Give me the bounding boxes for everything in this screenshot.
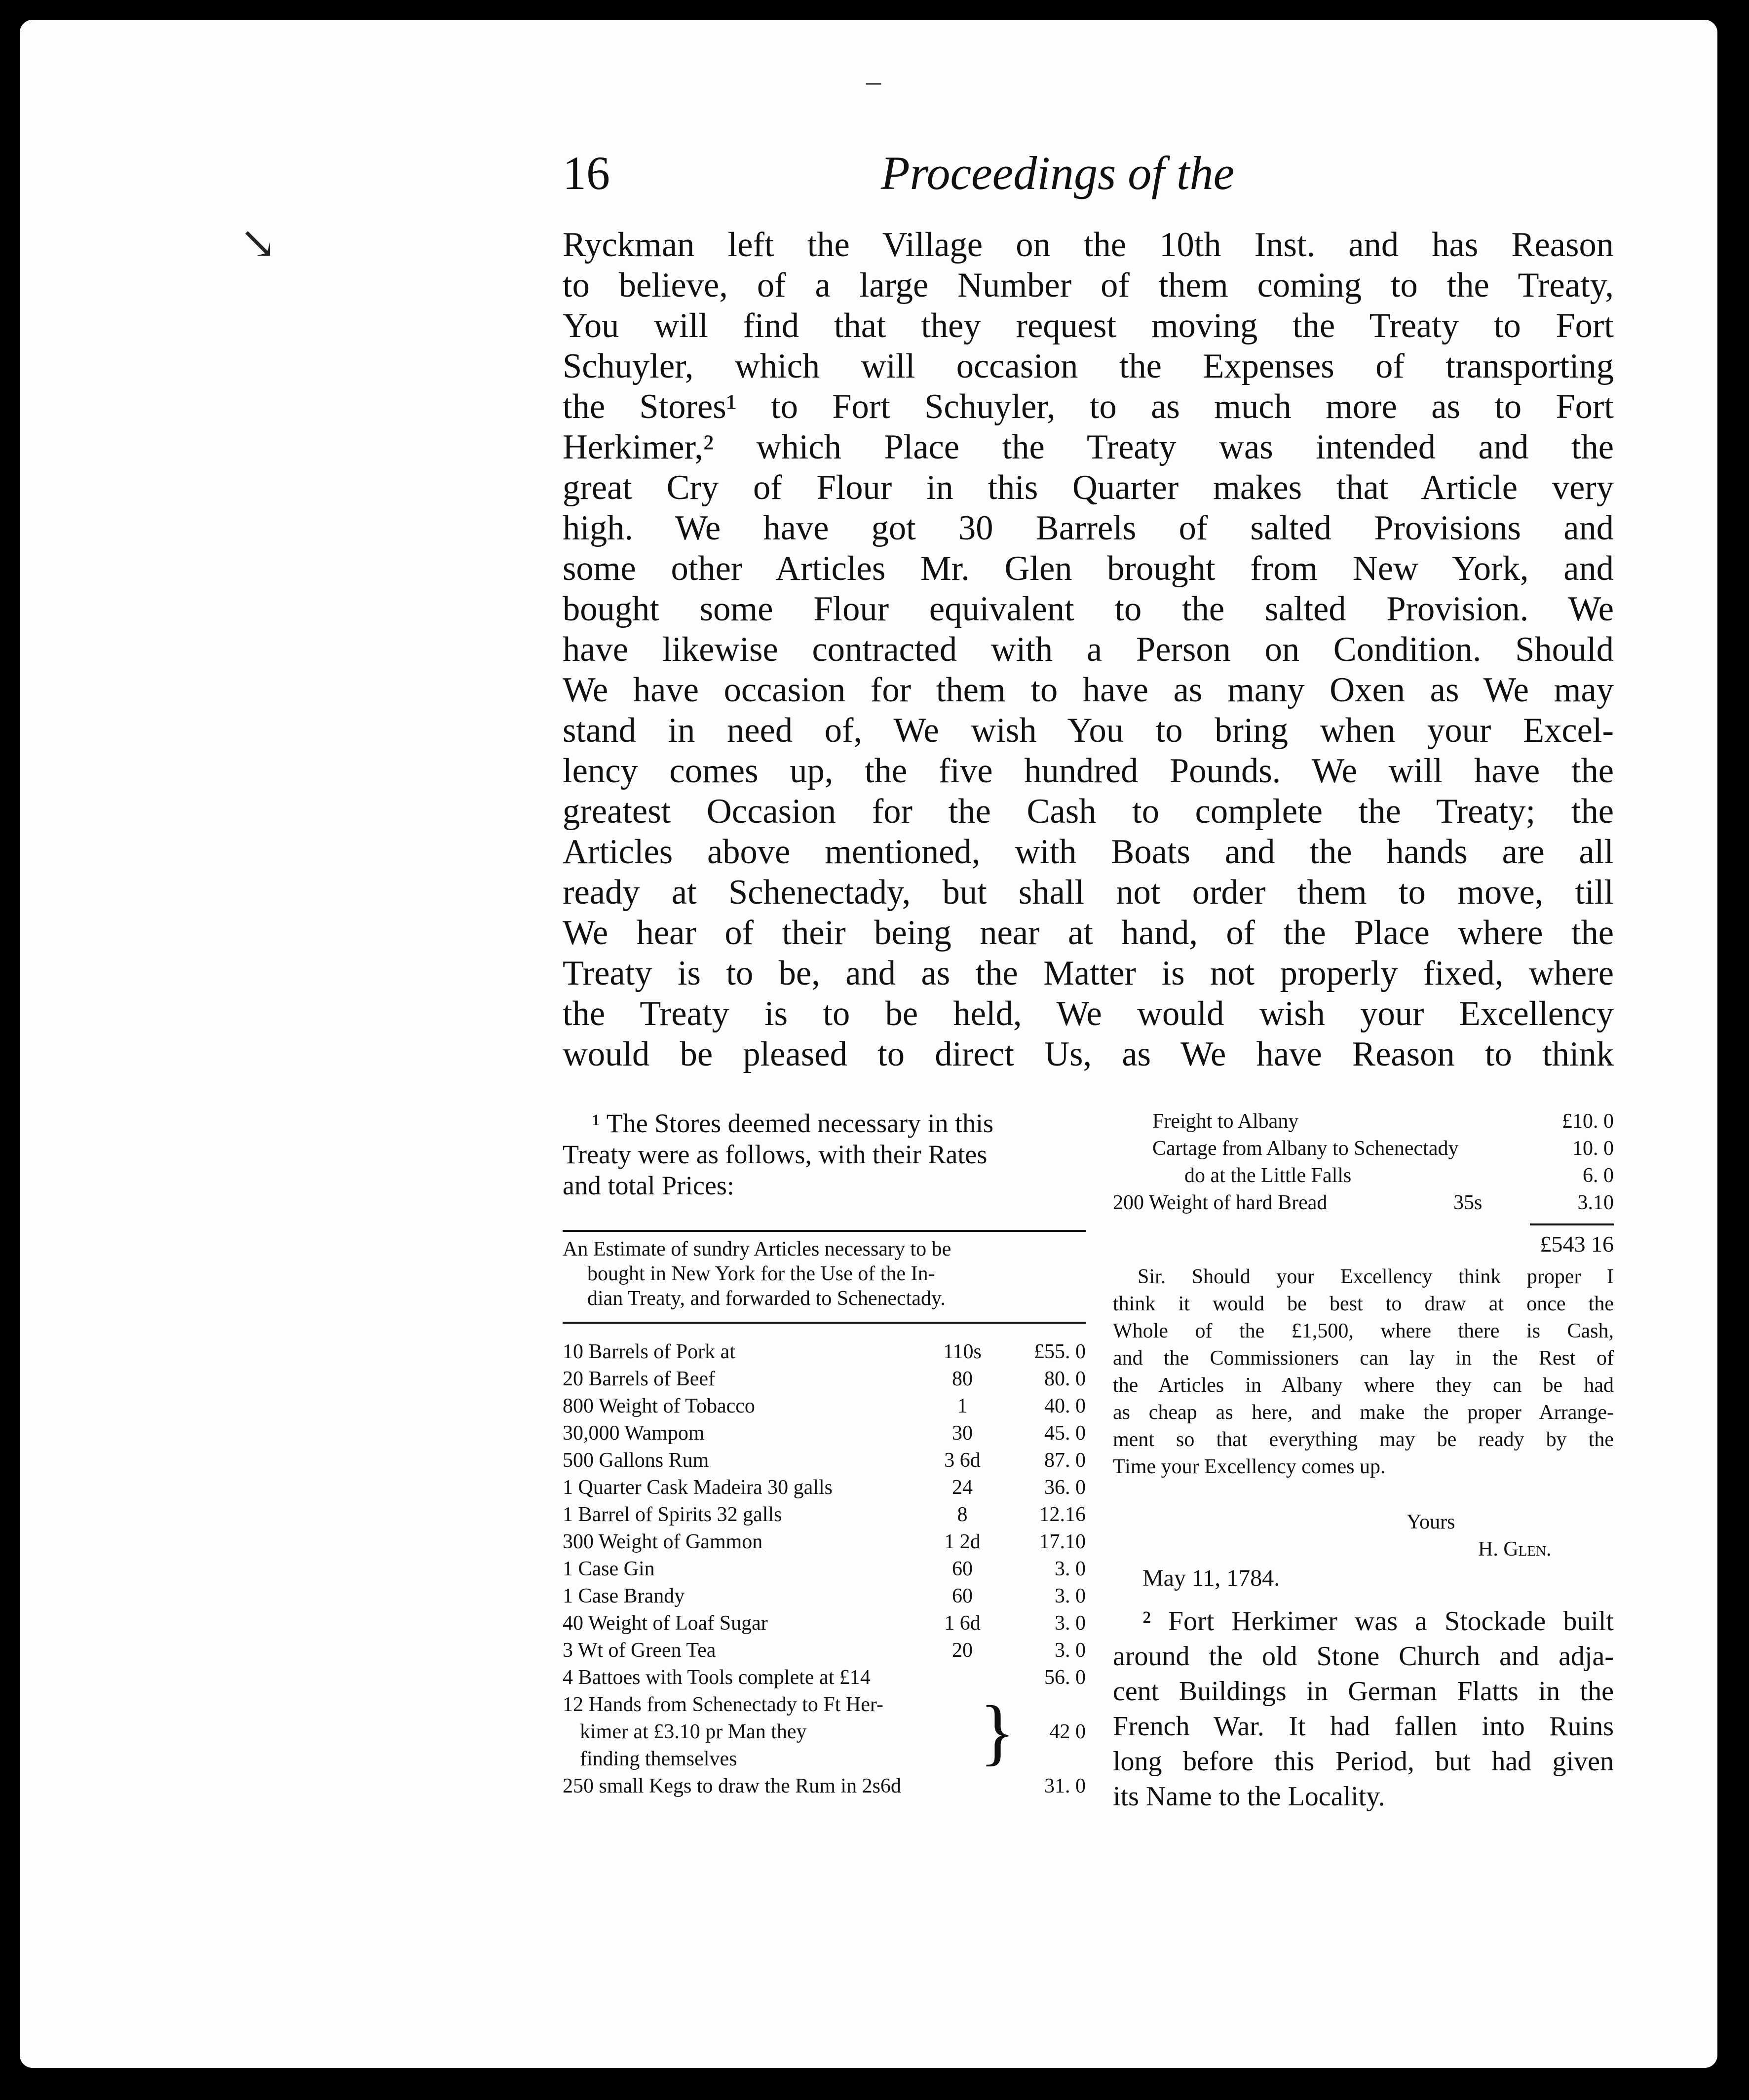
item-cell: 40 Weight of Loaf Sugar — [563, 1612, 768, 1635]
item-cell: 1 Quarter Cask Madeira 30 galls — [563, 1476, 833, 1499]
rate-cell: 1 2d — [944, 1530, 981, 1553]
total-cell: 31. 0 — [1044, 1775, 1086, 1797]
total-cell: 56. 0 — [1044, 1666, 1086, 1689]
total-cell: 3.10 — [1577, 1191, 1614, 1214]
total-cell: 17.10 — [1039, 1530, 1086, 1553]
total-cell: 80. 0 — [1044, 1368, 1086, 1390]
rate-cell: 1 6d — [944, 1612, 981, 1635]
rate-cell: 8 — [957, 1503, 968, 1526]
item-cell — [563, 1691, 883, 1773]
footnote-line: long before this Period, but had given — [1113, 1746, 1614, 1777]
rate-cell: 24 — [952, 1476, 973, 1499]
item-cell: 1 Barrel of Spirits 32 galls — [563, 1503, 782, 1526]
body-line: ready at Schenectady, but shall not order them to move, till — [563, 873, 1614, 912]
total-cell: 10. 0 — [1572, 1137, 1614, 1160]
total-cell: 6. 0 — [1583, 1164, 1614, 1187]
item-cell: 4 Battoes with Tools complete at £14 — [563, 1666, 871, 1689]
letter-line: as cheap as here, and make the proper Arrange- — [1113, 1401, 1614, 1424]
table-row — [563, 1583, 1086, 1610]
table-row — [1113, 1108, 1614, 1135]
book-page — [20, 20, 1717, 2068]
table-row — [563, 1773, 1086, 1800]
rate-cell: 20 — [952, 1639, 973, 1662]
item-cell: do at the Little Falls — [1184, 1164, 1352, 1187]
letter-line: think it would be best to draw at once the — [1113, 1293, 1614, 1315]
item-cell: 800 Weight of Tobacco — [563, 1395, 755, 1417]
table-row — [563, 1501, 1086, 1528]
letter-line: Whole of the £1,500, where there is Cash, — [1113, 1320, 1614, 1342]
footnote-2 — [1113, 1604, 1614, 1814]
body-line: Ryckman left the Village on the 10th Inst. and has Reason — [563, 226, 1614, 264]
rate-cell: 60 — [952, 1558, 973, 1580]
body-line: You will find that they request moving the Treaty to Fort — [563, 306, 1614, 345]
item-cell: 30,000 Wampom — [563, 1422, 705, 1445]
estimate-heading-line: dian Treaty, and forwarded to Schenectady. — [587, 1287, 946, 1310]
body-line: greatest Occasion for the Cash to complete the Treaty; the — [563, 792, 1614, 831]
letter-line: ment so that everything may be ready by the — [1113, 1428, 1614, 1451]
table-row — [563, 1474, 1086, 1501]
item-cell: Freight to Albany — [1152, 1110, 1299, 1133]
table-row — [563, 1447, 1086, 1474]
item-cell: 1 Case Brandy — [563, 1585, 685, 1607]
rate-cell: 110s — [943, 1340, 982, 1363]
footnote-line: its Name to the Locality. — [1113, 1781, 1385, 1812]
letter-text — [1113, 1263, 1614, 1481]
table-row — [563, 1610, 1086, 1637]
divider — [563, 1230, 1086, 1232]
page-speck: – — [866, 65, 881, 97]
total-cell: 3. 0 — [1055, 1558, 1086, 1580]
letter-line: the Articles in Albany where they can be had — [1113, 1374, 1614, 1397]
total-cell: 12.16 — [1039, 1503, 1086, 1526]
footnote-line: French War. It had fallen into Ruins — [1113, 1711, 1614, 1742]
item-cell: 300 Weight of Gammon — [563, 1530, 763, 1553]
body-line: Articles above mentioned, with Boats and the hands are all — [563, 833, 1614, 871]
item-cell: 250 small Kegs to draw the Rum in 2s6d — [563, 1775, 901, 1797]
page-number: 16 — [563, 147, 610, 199]
item-cell: 1 Case Gin — [563, 1558, 655, 1580]
body-line: Schuyler, which will occasion the Expenses of transporting — [563, 347, 1614, 385]
sum-rule — [1530, 1223, 1614, 1225]
body-line: to believe, of a large Number of them coming to the Treaty, — [563, 266, 1614, 305]
body-line: great Cry of Flour in this Quarter makes that Article very — [563, 468, 1614, 507]
footnote-line: cent Buildings in German Flatts in the — [1113, 1676, 1614, 1707]
table-row — [563, 1366, 1086, 1393]
estimate-heading — [563, 1237, 1086, 1311]
footnote-line: ² Fort Herkimer was a Stockade built — [1142, 1606, 1614, 1637]
total-cell: 36. 0 — [1044, 1476, 1086, 1499]
letter-signature: H. Glen. — [1478, 1538, 1552, 1561]
rate-cell: 3 6d — [944, 1449, 981, 1472]
item-cell: 500 Gallons Rum — [563, 1449, 709, 1472]
total-cell: 3. 0 — [1055, 1639, 1086, 1662]
table-row — [563, 1664, 1086, 1691]
total-cell: 3. 0 — [1055, 1585, 1086, 1607]
footnote-line: Treaty were as follows, with their Rates — [563, 1140, 988, 1169]
estimate-table — [563, 1338, 1086, 1800]
letter-line: Sir. Should your Excellency think proper I — [1138, 1265, 1614, 1288]
footnote-line: ¹ The Stores deemed necessary in this — [592, 1108, 993, 1138]
body-line: We have occasion for them to have as many Oxen as We may — [563, 671, 1614, 709]
item-cell: 20 Barrels of Beef — [563, 1368, 716, 1390]
body-line: have likewise contracted with a Person on Condition. Should — [563, 630, 1614, 669]
item-line: 12 Hands from Schenectady to Ft Her- — [563, 1693, 883, 1716]
table-row — [563, 1528, 1086, 1556]
letter-line: Time your Excellency comes up. — [1113, 1455, 1386, 1478]
rate-cell: 60 — [952, 1585, 973, 1607]
body-line: the Stores¹ to Fort Schuyler, to as much more as to Fort — [563, 387, 1614, 426]
item-cell: 200 Weight of hard Bread — [1113, 1191, 1328, 1214]
total-cell: 3. 0 — [1055, 1612, 1086, 1635]
table-row — [1113, 1162, 1614, 1189]
table-row — [563, 1556, 1086, 1583]
body-line: the Treaty is to be held, We would wish your Excellency — [563, 994, 1614, 1033]
total-cell: £55. 0 — [1034, 1340, 1086, 1363]
freight-table — [1113, 1108, 1614, 1257]
total-cell: 87. 0 — [1044, 1449, 1086, 1472]
body-line: lency comes up, the five hundred Pounds. We will have the — [563, 752, 1614, 790]
item-line: finding themselves — [580, 1748, 737, 1770]
total-cell: 42 0 — [1049, 1720, 1086, 1743]
page-header — [563, 146, 1614, 215]
body-line: would be pleased to direct Us, as We have Reason to think — [563, 1035, 1614, 1073]
estimate-heading-line: bought in New York for the Use of the In- — [587, 1262, 935, 1285]
body-line: Treaty is to be, and as the Matter is not properly fixed, where — [563, 954, 1614, 993]
rate-cell: 1 — [957, 1395, 968, 1417]
grand-total: £543 16 — [1540, 1231, 1614, 1257]
body-line: some other Articles Mr. Glen brought from New York, and — [563, 549, 1614, 588]
item-cell: 10 Barrels of Pork at — [563, 1340, 735, 1363]
table-row — [1113, 1135, 1614, 1162]
body-line: Herkimer,² which Place the Treaty was intended and the — [563, 428, 1614, 466]
table-row — [563, 1420, 1086, 1447]
body-line: We hear of their being near at hand, of the Place where the — [563, 914, 1614, 952]
table-row — [563, 1691, 1086, 1773]
footnote-line: around the old Stone Church and adja- — [1113, 1641, 1614, 1672]
item-line: kimer at £3.10 pr Man they — [580, 1720, 807, 1743]
total-cell: £10. 0 — [1562, 1110, 1614, 1133]
footnote-1 — [563, 1108, 1086, 1201]
table-row — [563, 1393, 1086, 1420]
total-cell: 45. 0 — [1044, 1422, 1086, 1445]
letter-line: and the Commissioners can lay in the Rest of — [1113, 1347, 1614, 1370]
table-row — [563, 1637, 1086, 1664]
running-title: Proceedings of the — [881, 147, 1235, 199]
body-line: stand in need of, We wish You to bring when your Excel- — [563, 711, 1614, 750]
body-text — [563, 225, 1614, 1074]
footnote-line: and total Prices: — [563, 1171, 734, 1200]
rate-cell: 80 — [952, 1368, 973, 1390]
left-footnote-column — [563, 1108, 1086, 1800]
letter-date: May 11, 1784. — [1142, 1565, 1280, 1591]
right-footnote-column — [1113, 1108, 1614, 1812]
item-cell: 3 Wt of Green Tea — [563, 1639, 716, 1662]
brace-glyph: } — [980, 1691, 1015, 1773]
margin-mark: ↘ — [239, 219, 277, 268]
letter-closing: Yours — [1407, 1511, 1455, 1533]
body-line: high. We have got 30 Barrels of salted Provisions and — [563, 509, 1614, 547]
divider — [563, 1322, 1086, 1324]
rate-cell: 35s — [1453, 1191, 1483, 1214]
total-cell: 40. 0 — [1044, 1395, 1086, 1417]
rate-cell: 30 — [952, 1422, 973, 1445]
item-cell: Cartage from Albany to Schenectady — [1152, 1137, 1459, 1160]
body-line: bought some Flour equivalent to the salted Provision. We — [563, 590, 1614, 628]
estimate-heading-line: An Estimate of sundry Articles necessary to be — [563, 1238, 951, 1260]
table-row — [563, 1338, 1086, 1366]
table-row — [1113, 1189, 1614, 1217]
